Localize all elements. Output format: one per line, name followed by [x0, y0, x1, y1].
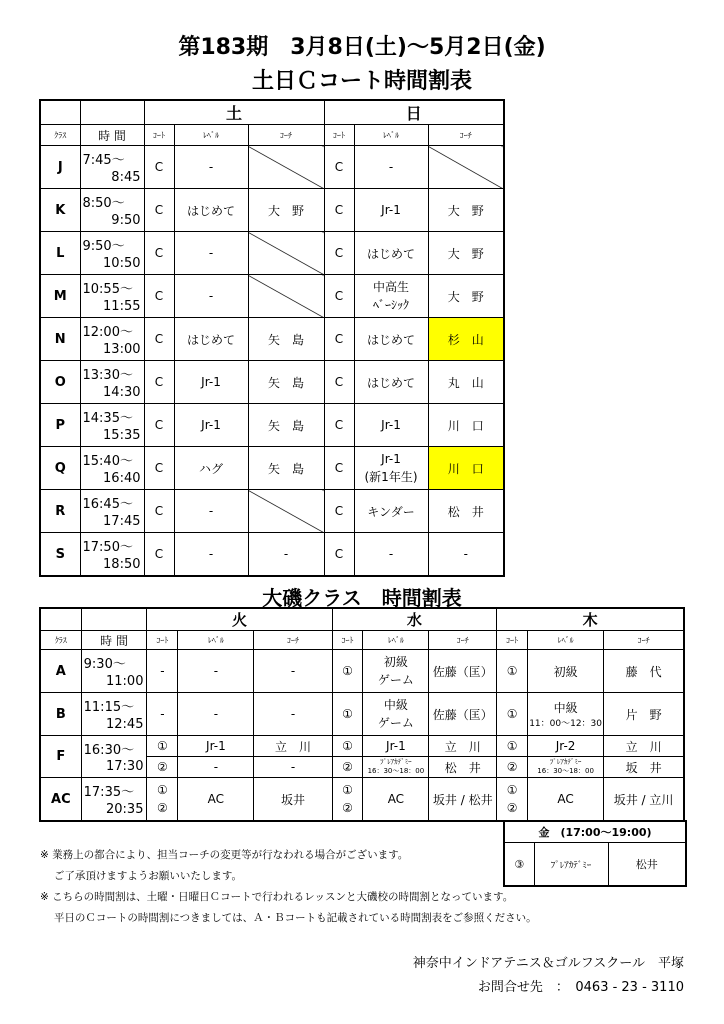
coach-cell — [248, 146, 324, 189]
court-cell: C — [324, 361, 354, 404]
court-cell: - — [147, 650, 178, 693]
court-cell: C — [324, 275, 354, 318]
level-cell: - — [178, 693, 254, 736]
coach-cell: - — [254, 757, 332, 778]
court-cell: C — [144, 318, 174, 361]
table-row — [40, 189, 504, 232]
header-level: ﾚﾍﾞﾙ — [178, 631, 254, 650]
class-cell: A — [40, 650, 81, 693]
class-cell: O — [40, 361, 80, 404]
coach-cell — [248, 275, 324, 318]
court-cell: ① — [497, 736, 528, 757]
coach-cell: 片 野 — [604, 693, 684, 736]
court-cell: ① — [497, 693, 528, 736]
coach-cell: 立 川 — [254, 736, 332, 757]
level-cell: 初級 ゲーム — [363, 650, 429, 693]
level-cell: Jr-1 — [354, 404, 428, 447]
header-blank — [40, 100, 80, 125]
court-cell: C — [324, 447, 354, 490]
coach-cell: 大 野 — [428, 232, 504, 275]
header-level: ﾚﾍﾞﾙ — [528, 631, 604, 650]
table-row — [40, 361, 504, 404]
level-cell: はじめて — [174, 318, 248, 361]
level-cell: - — [174, 490, 248, 533]
court-cell: C — [144, 447, 174, 490]
class-cell: M — [40, 275, 80, 318]
coach-cell: 坂井 / 立川 — [604, 778, 684, 822]
header-coach: ｺｰﾁ — [428, 125, 504, 146]
header-sunday: 日 — [324, 100, 504, 125]
court-cell: ② — [332, 757, 363, 778]
coach-cell: - — [428, 533, 504, 577]
header-tuesday: 火 — [147, 608, 332, 631]
table-row — [40, 693, 684, 736]
table-row — [40, 447, 504, 490]
time-cell: 15:40～ 16:40 — [80, 447, 144, 490]
level-cell: 中級 ゲーム — [363, 693, 429, 736]
class-cell: S — [40, 533, 80, 577]
coach-cell: 松 井 — [429, 757, 497, 778]
table-row — [40, 778, 684, 822]
section-title-oiso: 大磯クラス 時間割表 — [262, 586, 462, 610]
court-cell: C — [144, 189, 174, 232]
header-class: ｸﾗｽ — [40, 125, 80, 146]
time-cell: 17:35～ 20:35 — [81, 778, 147, 822]
class-cell: AC — [40, 778, 81, 822]
header-blank — [80, 100, 144, 125]
coach-cell: 佐藤（匡） — [429, 693, 497, 736]
table-row — [40, 490, 504, 533]
level-cell: AC — [363, 778, 429, 822]
header-coach: ｺｰﾁ — [248, 125, 324, 146]
court-cell: C — [144, 533, 174, 577]
weekend-schedule-table — [39, 99, 505, 577]
coach-cell: 矢 島 — [248, 318, 324, 361]
court-cell: ① — [332, 736, 363, 757]
level-cell: 中高生 ﾍﾞｰｼｯｸ — [354, 275, 428, 318]
header-class: ｸﾗｽ — [40, 631, 81, 650]
level-cell: ﾌﾟﾚｱｶﾃﾞﾐｰ 16：30～18：00 — [528, 757, 604, 778]
header-thursday: 木 — [497, 608, 684, 631]
level-cell: - — [174, 146, 248, 189]
coach-cell: - — [254, 693, 332, 736]
header-court: ｺｰﾄ — [332, 631, 363, 650]
table-row — [40, 650, 684, 693]
coach-cell: 立 川 — [429, 736, 497, 757]
time-cell: 13:30～ 14:30 — [80, 361, 144, 404]
coach-cell: 坂井 — [254, 778, 332, 822]
level-cell: はじめて — [354, 318, 428, 361]
level-cell: ﾌﾟﾚｱｶﾃﾞﾐｰ 16：30～18：00 — [363, 757, 429, 778]
class-cell: P — [40, 404, 80, 447]
weekend-rows — [40, 146, 504, 577]
coach-cell: 大 野 — [248, 189, 324, 232]
time-cell: 9:50～ 10:50 — [80, 232, 144, 275]
class-cell: J — [40, 146, 80, 189]
header-level: ﾚﾍﾞﾙ — [354, 125, 428, 146]
coach-cell: 川 口 — [428, 447, 504, 490]
time-cell: 10:55～ 11:55 — [80, 275, 144, 318]
court-cell: C — [324, 146, 354, 189]
coach-cell: 矢 島 — [248, 361, 324, 404]
court-cell: C — [144, 361, 174, 404]
page-subtitle: 土日Ｃコート時間割表 — [251, 69, 472, 94]
note-line: ※ こちらの時間割は、土曜・日曜日Ｃコートで行われるレッスンと大磯校の時間割となっています。 — [40, 891, 514, 903]
header-level: ﾚﾍﾞﾙ — [174, 125, 248, 146]
court-cell: C — [144, 404, 174, 447]
header-time: 時 間 — [80, 125, 144, 146]
court-cell: ② — [147, 757, 178, 778]
court-cell: C — [324, 232, 354, 275]
coach-cell: 松 井 — [428, 490, 504, 533]
header-court: ｺｰﾄ — [144, 125, 174, 146]
level-cell: AC — [528, 778, 604, 822]
oiso-schedule-table — [39, 607, 685, 822]
footer-contact: お問合せ先 ： 0463 - 23 - 3110 — [477, 980, 684, 995]
coach-cell: 立 川 — [604, 736, 684, 757]
time-cell: 17:50～ 18:50 — [80, 533, 144, 577]
level-cell: - — [174, 533, 248, 577]
level-cell: ﾌﾟﾚｱｶﾃﾞﾐｰ — [534, 843, 608, 887]
header-coach: ｺｰﾁ — [604, 631, 684, 650]
header-blank — [40, 608, 81, 631]
coach-cell: 川 口 — [428, 404, 504, 447]
coach-cell: 丸 山 — [428, 361, 504, 404]
court-cell: ① — [332, 650, 363, 693]
court-cell: C — [324, 189, 354, 232]
coach-cell: 松井 — [608, 843, 686, 887]
court-cell: - — [147, 693, 178, 736]
level-cell: はじめて — [354, 361, 428, 404]
class-cell: Q — [40, 447, 80, 490]
level-cell: Jr-1 (新1年生) — [354, 447, 428, 490]
court-cell: C — [324, 404, 354, 447]
level-cell: Jr-1 — [363, 736, 429, 757]
coach-cell: 藤 代 — [604, 650, 684, 693]
level-cell: AC — [178, 778, 254, 822]
level-cell: Jr-1 — [174, 361, 248, 404]
header-coach: ｺｰﾁ — [254, 631, 332, 650]
time-cell: 14:35～ 15:35 — [80, 404, 144, 447]
level-cell: Jr-1 — [174, 404, 248, 447]
level-cell: Jr-2 — [528, 736, 604, 757]
coach-cell: 坂 井 — [604, 757, 684, 778]
level-cell: Jr-1 — [354, 189, 428, 232]
coach-cell: 佐藤（匡） — [429, 650, 497, 693]
level-cell: Jr-1 — [178, 736, 254, 757]
header-saturday: 土 — [144, 100, 324, 125]
coach-cell: 矢 島 — [248, 404, 324, 447]
court-cell: C — [144, 232, 174, 275]
level-cell: 初級 — [528, 650, 604, 693]
coach-cell: 矢 島 — [248, 447, 324, 490]
court-cell: C — [144, 146, 174, 189]
level-cell: - — [178, 650, 254, 693]
level-cell: - — [174, 275, 248, 318]
time-cell: 8:50～ 9:50 — [80, 189, 144, 232]
level-cell: - — [354, 533, 428, 577]
level-cell: ハグ — [174, 447, 248, 490]
header-court: ｺｰﾄ — [497, 631, 528, 650]
table-row — [40, 736, 684, 757]
class-cell: N — [40, 318, 80, 361]
coach-cell: 大 野 — [428, 189, 504, 232]
time-cell: 9:30～ 11:00 — [81, 650, 147, 693]
header-court: ｺｰﾄ — [324, 125, 354, 146]
friday-schedule-table — [503, 820, 687, 887]
header-blank — [81, 608, 147, 631]
coach-cell — [248, 232, 324, 275]
header-level: ﾚﾍﾞﾙ — [363, 631, 429, 650]
coach-cell: 杉 山 — [428, 318, 504, 361]
court-cell: C — [144, 275, 174, 318]
court-cell: ② — [497, 757, 528, 778]
table-row — [40, 533, 504, 577]
class-cell: L — [40, 232, 80, 275]
header-coach: ｺｰﾁ — [429, 631, 497, 650]
header-wednesday: 水 — [332, 608, 497, 631]
coach-cell: 大 野 — [428, 275, 504, 318]
coach-cell — [428, 146, 504, 189]
header-court: ｺｰﾄ — [147, 631, 178, 650]
class-cell: R — [40, 490, 80, 533]
court-cell: ① — [497, 650, 528, 693]
court-cell: ① — [332, 693, 363, 736]
header-time: 時 間 — [81, 631, 147, 650]
note-line: ※ 業務上の都合により、担当コーチの変更等が行なわれる場合がございます。 — [40, 849, 409, 861]
coach-cell: - — [248, 533, 324, 577]
court-cell: C — [324, 533, 354, 577]
friday-header: 金 (17:00～19:00) — [504, 821, 686, 843]
time-cell: 16:30～ 17:30 — [81, 736, 147, 778]
coach-cell: 坂井 / 松井 — [429, 778, 497, 822]
class-cell: K — [40, 189, 80, 232]
table-row — [40, 318, 504, 361]
level-cell: はじめて — [354, 232, 428, 275]
table-row — [40, 146, 504, 189]
court-cell: ① ② — [147, 778, 178, 822]
table-row — [40, 404, 504, 447]
time-cell: 11:15～ 12:45 — [81, 693, 147, 736]
class-cell: B — [40, 693, 81, 736]
level-cell: - — [354, 146, 428, 189]
coach-cell: - — [254, 650, 332, 693]
table-row — [40, 232, 504, 275]
time-cell: 7:45～ 8:45 — [80, 146, 144, 189]
table-row — [40, 275, 504, 318]
footer-school: 神奈中インドアテニス＆ゴルフスクール 平塚 — [412, 956, 684, 971]
page-title: 第183期 3月8日(土)～5月2日(金) — [178, 35, 546, 60]
time-cell: 12:00～ 13:00 — [80, 318, 144, 361]
note-line: ご了承頂けますようお願いいたします。 — [40, 870, 242, 882]
level-cell: 中級 11：00～12：30 — [528, 693, 604, 736]
court-cell: ① ② — [497, 778, 528, 822]
level-cell: - — [174, 232, 248, 275]
court-cell: C — [324, 318, 354, 361]
level-cell: はじめて — [174, 189, 248, 232]
class-cell: F — [40, 736, 81, 778]
level-cell: キンダー — [354, 490, 428, 533]
court-cell: ① — [147, 736, 178, 757]
note-line: 平日のＣコートの時間割につきましては、Ａ・Ｂコートも記載されている時間割表をご参照ください。 — [40, 912, 537, 924]
court-cell: ③ — [504, 843, 534, 887]
time-cell: 16:45～ 17:45 — [80, 490, 144, 533]
coach-cell — [248, 490, 324, 533]
level-cell: - — [178, 757, 254, 778]
court-cell: C — [324, 490, 354, 533]
court-cell: ① ② — [332, 778, 363, 822]
court-cell: C — [144, 490, 174, 533]
